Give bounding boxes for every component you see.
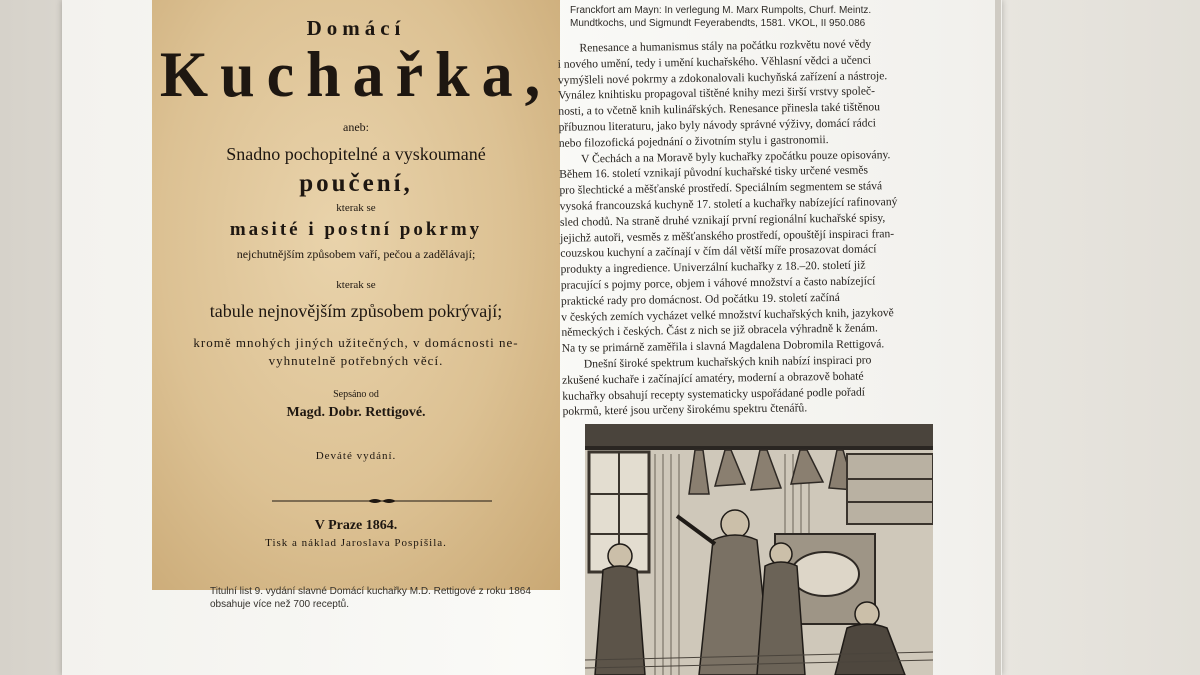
title-page-vyhnutelne: vyhnutelně potřebných věcí. [268, 353, 444, 368]
text-line: couzskou kuchyní a začínají v čím dál větší míře prosazovat domácí [560, 242, 877, 261]
book-title-page [152, 0, 560, 590]
text-line: jejichž autoři, vesměs z měšťanského prostředí, opouštějí inspiraci fran- [560, 226, 895, 245]
text-line: Dnešní široké spektrum kuchařských knih nabízí inspiraci pro [583, 353, 872, 371]
text-line: sled chodů. Na straně druhé vznikají první regionální kuchařské spisy, [559, 211, 886, 229]
text-line: kuchařky obsahují recepty systematicky uspořádané podle pořadí [562, 385, 866, 403]
title-page-caption [210, 585, 570, 611]
text-line: pracující s pojmy porce, objem i váhové množství a často nabízející [560, 274, 876, 292]
title-page-kterak-se: kterak se [336, 202, 376, 214]
text-line: v českých zemích vycházet velké množství kuchařských knih, jazykově [561, 305, 894, 324]
text-line: produkty a ingredience. Univerzální kuchařky z 18.–20. století již [560, 258, 866, 276]
title-page-sepsano: Sepsáno od [333, 389, 379, 400]
title-page-domaci: Domácí [306, 16, 406, 40]
title-page-author: Magd. Dobr. Rettigové. [286, 405, 426, 420]
panel-edge [995, 0, 1001, 675]
title-page-pouceni: poučení, [299, 170, 413, 197]
title-page-publisher: Tisk a náklad Jaroslava Pospíšila. [265, 537, 447, 549]
paragraph-1 [557, 35, 959, 151]
text-line: německých i českých. Část z nich se již obracela výhradně k ženám. [561, 321, 878, 340]
text-line: Renesance a humanismus stály na počátku rozkvětu nové vědy [579, 37, 872, 55]
title-page-tabule: tabule nejnovějším způsobem pokrývají; [209, 301, 503, 321]
text-line: praktické rady pro domácnost. Od počátku 19. století začíná [560, 290, 840, 308]
text-line: pro šlechtické a měšťanské prostředí. Speciálním segmentem se stává [559, 179, 883, 197]
text-line: Během 16. století vznikají původní kuchařské tisky určené vesměs [559, 163, 869, 182]
paragraph-2 [559, 146, 962, 357]
title-page-edition: Deváté vydání. [315, 450, 397, 462]
kitchen-engraving-image [585, 424, 933, 675]
text-line: V Čechách a na Moravě byly kuchařky zpočátku pouze opisovány. [580, 147, 891, 166]
title-page-imprint: V Praze 1864. [314, 518, 398, 533]
text-line: vysoká francouzská kuchyně 17. století a kuchařky nabízející rafinovaný [559, 195, 898, 213]
title-page-kucharka: Kuchařka, [159, 39, 553, 111]
title-page-masite: masité i postní pokrmy [229, 219, 483, 240]
text-line: Na ty se primárně zaměřila i slavná Magdalena Dobromila Rettigová. [561, 337, 885, 355]
ornamental-rule [272, 497, 492, 505]
title-page-krome: kromě mnohých jiných užitečných, v domácnosti ne- [193, 335, 519, 350]
text-line: pokrmů, které jsou určeny širokému spektru čtenářů. [562, 401, 808, 419]
caption-line-2: obsahuje více než 700 receptů. [210, 599, 349, 610]
text-line: nosti, a to včetně knih kulinářských. Renesance přinesla také tištěnou [558, 100, 881, 118]
title-page-nejchutnejsim: nejchutnějším způsobem vaří, pečou a zadělávají; [236, 247, 476, 261]
source-line-1: Franckfort am Mayn: In verlegung M. Marx Rumpolts, Churf. Meintz. [570, 5, 872, 16]
text-line: Vynález knihtisku propagoval tištěné knihy mezi širší vrstvy společ- [558, 84, 876, 103]
source-note [570, 4, 990, 30]
caption-line-1: Titulní list 9. vydání slavné Domácí kuchařky M.D. Rettigové z roku 1864 [210, 586, 531, 597]
title-page-snadno: Snadno pochopitelné a vyskoumané [226, 144, 486, 164]
text-line: nebo filozofická pojednání o životním stylu i gastronomii. [558, 132, 829, 150]
source-line-2: Mundtkochs, und Sigmundt Feyerabendts, 1581. VKOL, II 950.086 [570, 18, 866, 29]
text-line: zkušené kuchaře i začínající amatéry, moderní a obrazově bohaté [562, 369, 864, 387]
title-page-aneb: aneb: [343, 120, 369, 134]
title-page-kterak-se-2: kterak se [336, 279, 376, 291]
text-line: vymýšleli nové pokrmy a zdokonalovali kuchyňská zařízení a nástroje. [557, 68, 888, 87]
body-text [557, 35, 962, 420]
text-line: i nového umění, tedy i umění kuchařského. Věhlasní vědci a učenci [557, 53, 872, 71]
text-line: příbuznou literaturu, jako byly návody správné výživy, domácí rádci [558, 116, 876, 134]
paragraph-3 [562, 351, 963, 420]
